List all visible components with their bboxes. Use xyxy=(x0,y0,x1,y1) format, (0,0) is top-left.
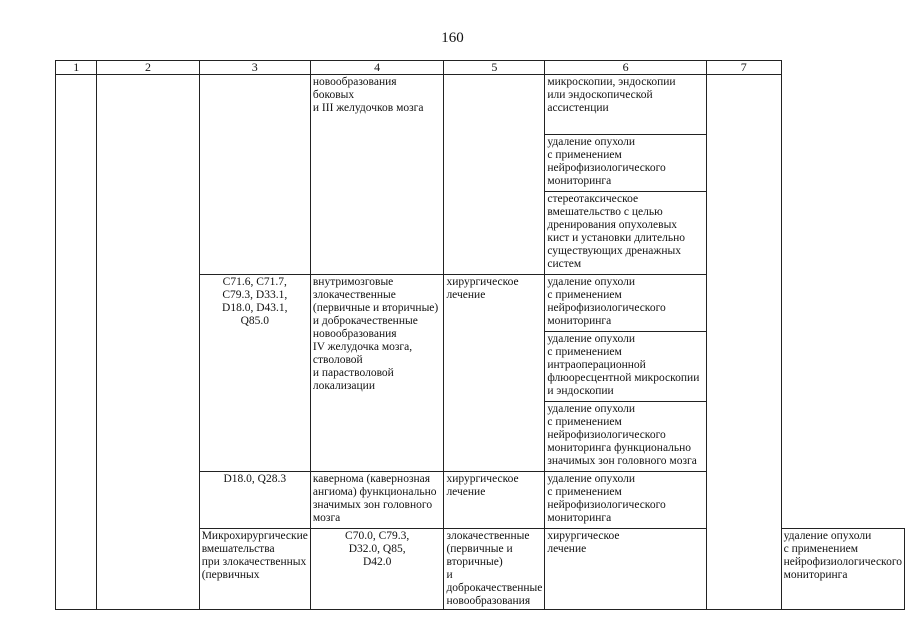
cell-method: стереотаксическое вмешательство с целью дренирования опухолевых кист и установки длительно существующих дренажных систем xyxy=(545,192,706,275)
table-row xyxy=(56,75,905,135)
column-number: 4 xyxy=(310,61,444,75)
cell-method: удаление опухоли с применением нейрофизиологического мониторинга xyxy=(545,472,706,529)
cell-method: удаление опухоли с применением нейрофизиологического мониторинга xyxy=(781,529,904,610)
column-number: 7 xyxy=(706,61,781,75)
page-number: 160 xyxy=(441,30,464,46)
cell-description: кавернома (кавернозная ангиома) функционально значимых зон головного мозга xyxy=(310,472,444,529)
cell-description: злокачественные (первичные и вторичные) и доброкачественные новообразования xyxy=(444,529,545,610)
cell-method: микроскопии, эндоскопии или эндоскопической ассистенции xyxy=(545,75,706,135)
column-number: 1 xyxy=(56,61,97,75)
cell-description: новообразования боковых и III желудочков мозга xyxy=(310,75,444,275)
cell-description: внутримозговые злокачественные (первичные и вторичные) и доброкачественные новообразования IV желудочка мозга, стволовой и парастволовой локализации xyxy=(310,275,444,472)
cell-column-7 xyxy=(706,75,781,610)
column-number: 5 xyxy=(444,61,545,75)
cell-codes: C71.6, C71.7, C79.3, D33.1, D18.0, D43.1, Q85.0 xyxy=(199,275,310,472)
column-number: 2 xyxy=(97,61,199,75)
cell-method: удаление опухоли с применением нейрофизиологического мониторинга xyxy=(545,275,706,332)
cell-method: удаление опухоли с применением нейрофизиологического мониторинга xyxy=(545,135,706,192)
cell-treatment: хирургическое лечение xyxy=(545,529,706,610)
column-number: 3 xyxy=(199,61,310,75)
cell-method: удаление опухоли с применением интраоперационной флюоресцентной микроскопии и эндоскопии xyxy=(545,332,706,402)
column-number: 6 xyxy=(545,61,706,75)
cell-codes xyxy=(199,75,310,275)
cell-treatment: хирургическое лечение xyxy=(444,472,545,529)
medical-procedures-table xyxy=(55,60,905,610)
cell-treatment xyxy=(444,75,545,275)
cell-column-1 xyxy=(56,75,97,610)
cell-codes: C70.0, C79.3, D32.0, Q85, D42.0 xyxy=(310,529,444,610)
column-number-row xyxy=(56,61,905,75)
cell-treatment: хирургическое лечение xyxy=(444,275,545,472)
cell-procedure-name: Микрохирургические вмешательства при злокачественных (первичных xyxy=(199,529,310,610)
cell-codes: D18.0, Q28.3 xyxy=(199,472,310,529)
cell-column-2 xyxy=(97,75,199,610)
cell-method: удаление опухоли с применением нейрофизиологического мониторинга функционально значимых зон головного мозга xyxy=(545,402,706,472)
